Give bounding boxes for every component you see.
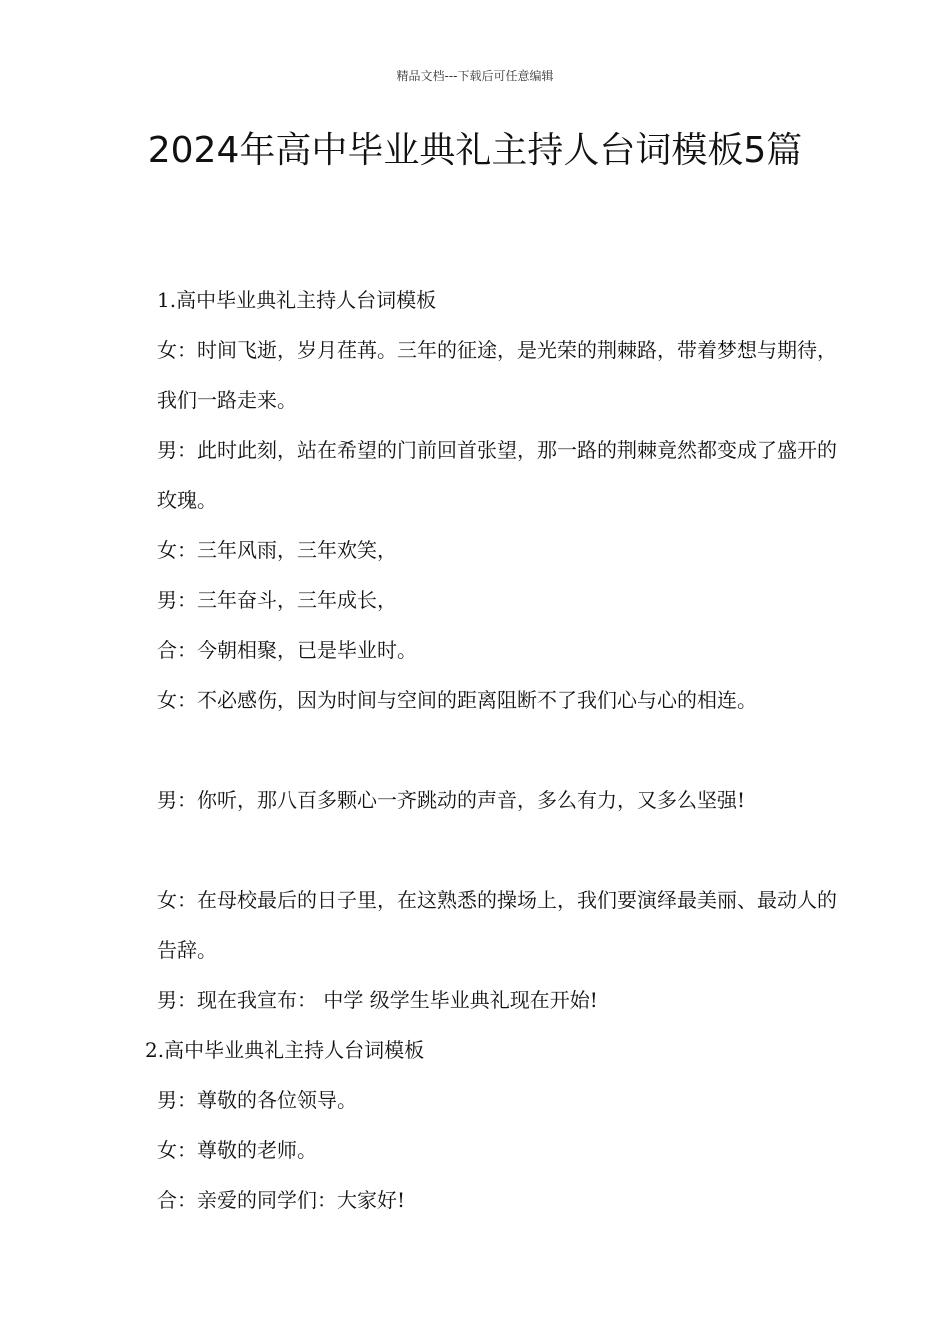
dialogue-line: 女：不必感伤，因为时间与空间的距离阻断不了我们心与心的相连。 — [157, 688, 757, 712]
dialogue-line: 男：此时此刻，站在希望的门前回首张望，那一路的荆棘竟然都变成了盛开的玫瑰。 — [157, 438, 837, 512]
dialogue-line: 男：现在我宣布： 中学 级学生毕业典礼现在开始! — [157, 988, 598, 1012]
section-heading-1: 1.高中毕业典礼主持人台词模板 — [157, 288, 437, 312]
header-note: 精品文档---下载后可任意编辑 — [396, 69, 554, 83]
section-heading-2: 2.高中毕业典礼主持人台词模板 — [145, 1038, 425, 1062]
dialogue-line: 男：你听，那八百多颗心一齐跳动的声音，多么有力，又多么坚强! — [157, 788, 746, 812]
dialogue-line: 男：三年奋斗，三年成长， — [157, 588, 397, 612]
document-title: 2024年高中毕业典礼主持人台词模板5篇 — [147, 130, 803, 171]
dialogue-line: 男：尊敬的各位领导。 — [157, 1088, 357, 1112]
dialogue-line: 女：在母校最后的日子里，在这熟悉的操场上，我们要演绎最美丽、最动人的告辞。 — [157, 888, 837, 962]
dialogue-line: 女：三年风雨，三年欢笑， — [157, 538, 397, 562]
dialogue-line: 女：时间飞逝，岁月荏苒。三年的征途，是光荣的荆棘路，带着梦想与期待，我们一路走来。 — [157, 338, 837, 412]
dialogue-line: 合：今朝相聚，已是毕业时。 — [157, 638, 417, 662]
dialogue-line: 女：尊敬的老师。 — [157, 1138, 317, 1162]
dialogue-line: 合：亲爱的同学们：大家好! — [157, 1188, 406, 1212]
